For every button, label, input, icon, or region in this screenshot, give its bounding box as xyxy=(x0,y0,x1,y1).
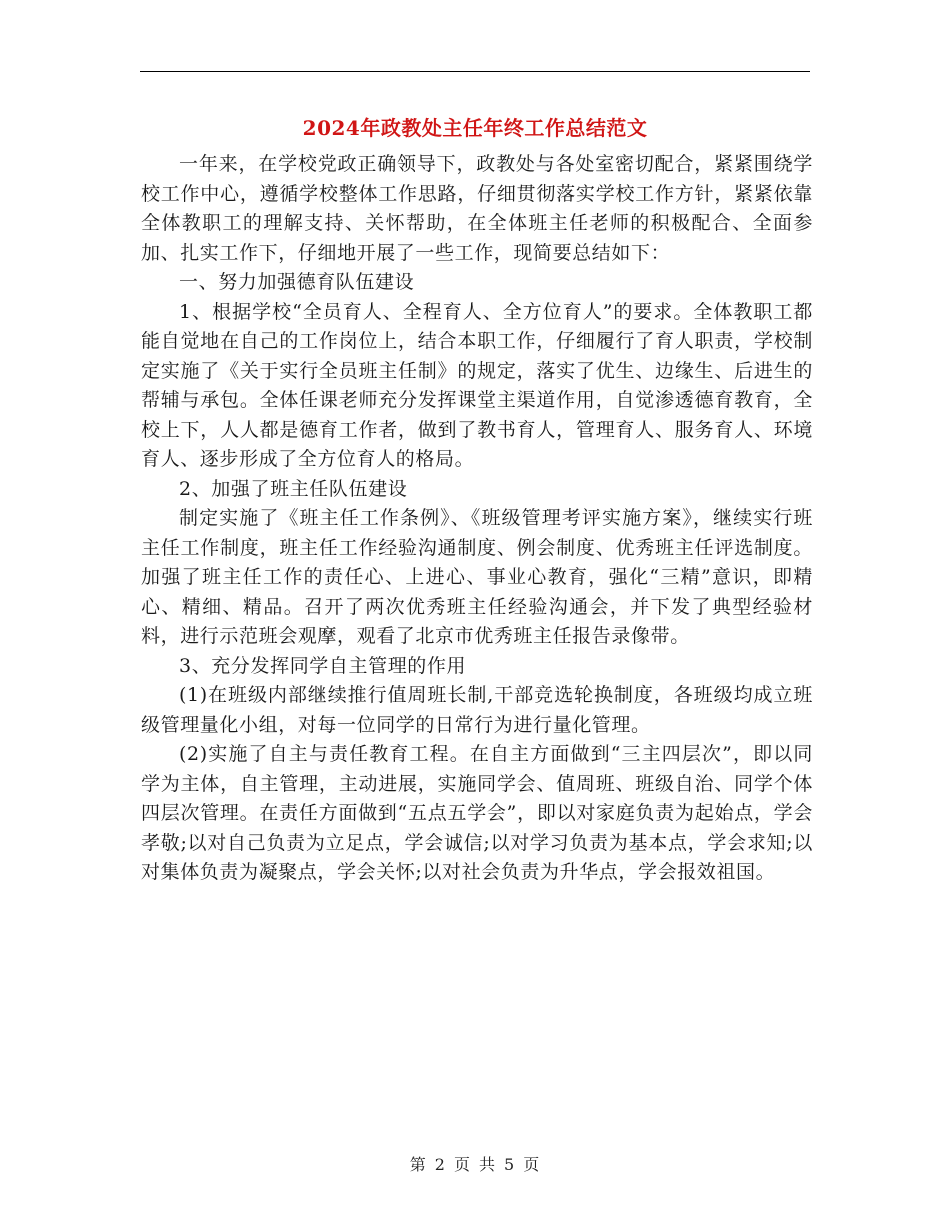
paragraph-class-teacher: 制定实施了《班主任工作条例》、《班级管理考评实施方案》，继续实行班主任工作制度，班主任工作经验沟通制度、例会制度、优秀班主任评选制度。加强了班主任工作的责任心、上进心、事业心教育，强化“三精”意识，即精心、精细、精品。召开了两次优秀班主任经验沟通会，并下发了典型经验材料，进行示范班会观摩，观看了北京市优秀班主任报告录像带。 xyxy=(141,507,813,647)
current-page-number: 2 xyxy=(434,1155,446,1174)
subheading-2: 2、加强了班主任队伍建设 xyxy=(179,477,408,500)
document-title: 2024年政教处主任年终工作总结范文 xyxy=(302,116,648,140)
page-footer xyxy=(0,1154,950,1176)
paragraph-item-1: 1、根据学校“全员育人、全程育人、全方位育人”的要求。全体教职工都能自觉地在自己的工作岗位上，结合本职工作，仔细履行了育人职责，学校制定实施了《关于实行全员班主任制》的规定，落实了优生、边缘生、后进生的帮辅与承包。全体任课老师充分发挥课堂主渠道作用，自觉渗透德育教育，全校上下，人人都是德育工作者，做到了教书育人，管理育人、服务育人、环境育人、逐步形成了全方位育人的格局。 xyxy=(141,300,813,470)
document-body xyxy=(141,150,813,888)
footer-total-word: 共 xyxy=(479,1155,497,1174)
subheading-3: 3、充分发挥同学自主管理的作用 xyxy=(179,654,467,677)
total-pages-number: 5 xyxy=(504,1155,516,1174)
paragraph-item-3-2: (2)实施了自主与责任教育工程。在自主方面做到“三主四层次”，即以同学为主体，自主管理，主动进展，实施同学会、值周班、班级自治、同学个体四层次管理。在责任方面做到“五点五学会”，即以对家庭负责为起始点，学会孝敬;以对自己负责为立足点，学会诚信;以对学习负责为基本点，学会求知;以对集体负责为凝聚点，学会关怀;以对社会负责为升华点，学会报效祖国。 xyxy=(141,743,813,883)
header-rule xyxy=(140,71,810,72)
section-heading-1: 一、努力加强德育队伍建设 xyxy=(179,271,415,293)
footer-page-word: 页 xyxy=(453,1155,471,1174)
footer-prefix: 第 xyxy=(409,1155,427,1174)
footer-suffix: 页 xyxy=(523,1155,541,1174)
intro-paragraph: 一年来，在学校党政正确领导下，政教处与各处室密切配合，紧紧围绕学校工作中心，遵循学校整体工作思路，仔细贯彻落实学校工作方针，紧紧依靠全体教职工的理解支持、关怀帮助，在全体班主任老师的积极配合、全面参加、扎实工作下，仔细地开展了一些工作，现简要总结如下： xyxy=(141,153,813,264)
paragraph-item-3-1: (1)在班级内部继续推行值周班长制,干部竞选轮换制度，各班级均成立班级管理量化小组，对每一位同学的日常行为进行量化管理。 xyxy=(141,684,813,736)
